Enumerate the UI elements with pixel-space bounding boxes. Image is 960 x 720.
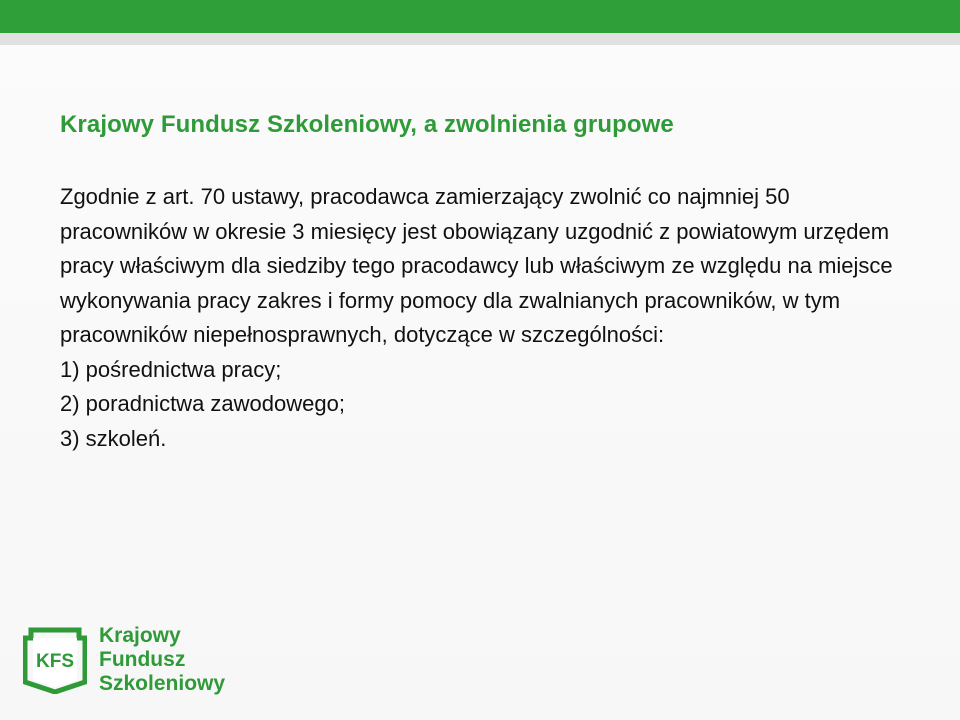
top-accent-bar xyxy=(0,0,960,33)
logo-wordmark xyxy=(99,624,225,696)
logo-abbr: KFS xyxy=(36,651,74,672)
list-item: 1) pośrednictwa pracy; xyxy=(60,356,282,382)
support-list xyxy=(60,353,920,457)
top-shadow-bar xyxy=(0,33,960,45)
logo-line-krajowy: Krajowy xyxy=(99,624,181,647)
slide-title: Krajowy Fundusz Szkoleniowy, a zwolnienia grupowe xyxy=(60,111,674,138)
kfs-logo xyxy=(23,624,238,704)
kfs-emblem-icon xyxy=(23,624,87,694)
list-item: 3) szkoleń. xyxy=(60,425,167,451)
logo-line-szkoleniowy: Szkoleniowy xyxy=(99,672,226,695)
slide-body xyxy=(60,180,920,456)
logo-line-fundusz: Fundusz xyxy=(99,648,186,671)
list-item: 2) poradnictwa zawodowego; xyxy=(60,391,345,416)
body-paragraph: Zgodnie z art. 70 ustawy, pracodawca zamierzający zwolnić co najmniej 50 pracowników w okresie 3 miesięcy jest obowiązany uzgodnić z powiatowym urzędem pracy właściwym dla siedziby tego pracodawcy lub właściwym ze względu na miejsce wykonywania pracy zakres i formy pomocy dla zwalnianych pracowników, w tym pracowników niepełnosprawnych, dotyczące w szczególności: xyxy=(60,184,893,347)
slide-content xyxy=(60,110,920,456)
